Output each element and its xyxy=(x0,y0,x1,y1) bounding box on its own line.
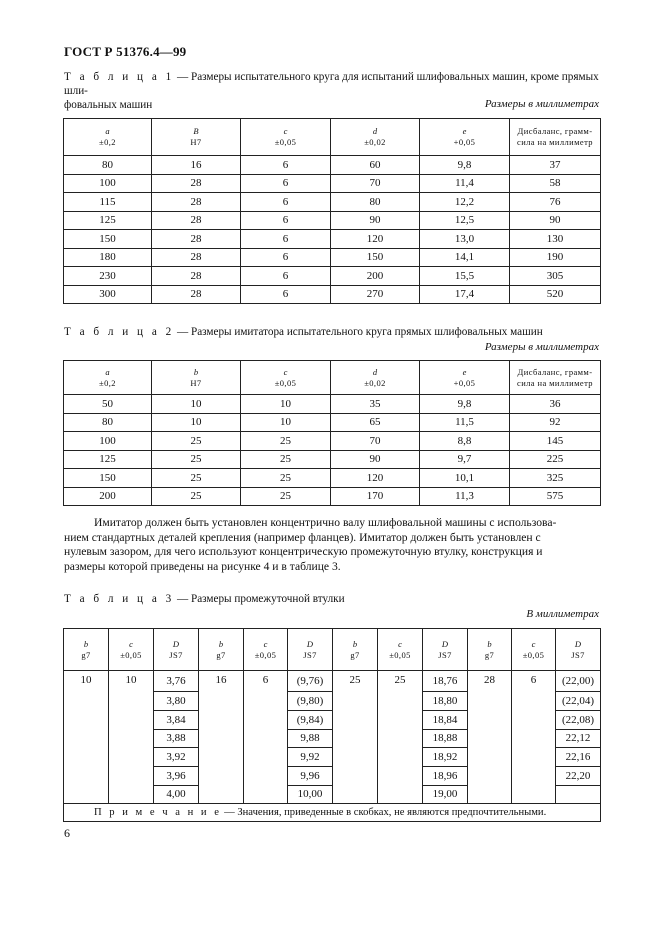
table-row xyxy=(64,450,601,469)
table-cell: 9,96 xyxy=(288,766,333,785)
table-cell: 70 xyxy=(331,174,420,193)
table-cell: 76 xyxy=(510,193,601,212)
table-cell: 25 xyxy=(241,487,331,506)
table3-body xyxy=(64,671,601,822)
table-row xyxy=(64,285,601,304)
table-cell: 10 xyxy=(152,413,241,432)
table2-label: Т а б л и ц а 2 xyxy=(64,326,175,338)
column-symbol: b xyxy=(83,638,89,649)
table-row xyxy=(64,487,601,506)
column-symbol: b xyxy=(218,638,224,649)
table-cell: 28 xyxy=(152,248,241,267)
paragraph-line: нулевым зазором, для чего используют концентрическую промежуточную втулку, конструкция и xyxy=(64,545,543,559)
table-cell: (9,76) xyxy=(288,671,333,692)
table-cell: 325 xyxy=(510,469,601,488)
table-note xyxy=(64,804,601,822)
column-symbol: c xyxy=(398,638,402,649)
column-symbol: D xyxy=(172,638,180,649)
table-cell: 15,5 xyxy=(420,267,510,286)
table-cell: 14,1 xyxy=(420,248,510,267)
table-cell: 11,3 xyxy=(420,487,510,506)
table1 xyxy=(63,118,601,304)
table-row xyxy=(64,248,601,267)
table-cell: 28 xyxy=(152,174,241,193)
table-cell xyxy=(468,710,512,729)
table-cell: 70 xyxy=(331,432,420,451)
table3-header-row xyxy=(64,629,601,671)
table-row xyxy=(64,395,601,414)
table-cell: 6 xyxy=(244,671,288,692)
table-cell xyxy=(512,692,556,711)
table-cell xyxy=(512,748,556,767)
table-cell: 6 xyxy=(241,174,331,193)
column-symbol: c xyxy=(531,638,536,649)
column-symbol: D xyxy=(441,638,449,649)
column-symbol: e xyxy=(462,126,467,136)
table-cell: 22,12 xyxy=(556,729,601,748)
note-text: — Значения, приведенные в скобках, не являются предпочтительными. xyxy=(221,807,547,819)
column-tolerance: H7 xyxy=(190,137,202,147)
column-header xyxy=(510,361,601,395)
note-label: П р и м е ч а н и е xyxy=(94,807,222,819)
column-symbol: d xyxy=(372,126,378,136)
table-cell: 3,96 xyxy=(154,766,199,785)
table-cell xyxy=(512,766,556,785)
table-cell xyxy=(468,729,512,748)
table-cell: 58 xyxy=(510,174,601,193)
table1-label: Т а б л и ц а 1 xyxy=(64,71,175,83)
table-cell: 115 xyxy=(64,193,152,212)
table-cell xyxy=(109,710,154,729)
column-symbol: b xyxy=(193,366,199,377)
table-cell xyxy=(64,692,109,711)
column-header xyxy=(423,629,468,671)
table-cell xyxy=(468,748,512,767)
table-cell: 520 xyxy=(510,285,601,304)
table-cell: 18,92 xyxy=(423,748,468,767)
table-cell: 6 xyxy=(241,193,331,212)
column-symbol: c xyxy=(263,638,268,649)
table-cell: 65 xyxy=(331,413,420,432)
column-tolerance: Дисбаланс, грамм- сила на миллиметр xyxy=(517,366,593,388)
column-tolerance: g7 xyxy=(81,649,91,660)
column-symbol: D xyxy=(306,638,314,649)
table-cell xyxy=(109,766,154,785)
table-cell: 18,80 xyxy=(423,692,468,711)
column-header xyxy=(556,629,601,671)
table-cell: 180 xyxy=(64,248,152,267)
table-cell: 6 xyxy=(241,211,331,230)
table-cell xyxy=(64,748,109,767)
table-cell: 200 xyxy=(64,487,152,506)
column-header xyxy=(512,629,556,671)
table-row xyxy=(64,469,601,488)
table-row xyxy=(64,748,601,767)
table-cell: 6 xyxy=(241,267,331,286)
table-cell: 230 xyxy=(64,267,152,286)
table-cell: 120 xyxy=(331,230,420,249)
table-cell: 6 xyxy=(241,285,331,304)
column-symbol: c xyxy=(129,638,133,649)
table-cell: 150 xyxy=(64,469,152,488)
table-cell xyxy=(378,692,423,711)
column-header xyxy=(152,119,241,156)
table-cell: 28 xyxy=(152,211,241,230)
table-row xyxy=(64,766,601,785)
table-cell xyxy=(378,710,423,729)
table-cell xyxy=(199,748,244,767)
table-cell: 575 xyxy=(510,487,601,506)
table-cell: 6 xyxy=(512,671,556,692)
paragraph-line: размеры которой приведены на рисунке 4 и в таблице 3. xyxy=(64,559,341,573)
column-header xyxy=(510,119,601,156)
table-row xyxy=(64,785,601,804)
table-cell: 3,92 xyxy=(154,748,199,767)
table-cell xyxy=(244,710,288,729)
table-cell: 120 xyxy=(331,469,420,488)
table-cell: 12,5 xyxy=(420,211,510,230)
table-cell: 225 xyxy=(510,450,601,469)
table-cell xyxy=(199,766,244,785)
table-cell: 10,00 xyxy=(288,785,333,804)
table3-label: Т а б л и ц а 3 xyxy=(64,593,175,605)
table-cell: 300 xyxy=(64,285,152,304)
table-cell: (22,00) xyxy=(556,671,601,692)
table-cell: (9,84) xyxy=(288,710,333,729)
column-symbol: a xyxy=(105,366,110,377)
column-tolerance: JS7 xyxy=(303,649,317,660)
table-cell: 17,4 xyxy=(420,285,510,304)
table-cell: 8,8 xyxy=(420,432,510,451)
column-tolerance: ±0,05 xyxy=(254,649,277,660)
table-cell: (22,04) xyxy=(556,692,601,711)
table-row xyxy=(64,432,601,451)
column-tolerance: ±0,02 xyxy=(364,137,386,147)
table-cell: 92 xyxy=(510,413,601,432)
table-cell: 25 xyxy=(152,487,241,506)
table-cell: 3,80 xyxy=(154,692,199,711)
table-cell: 50 xyxy=(64,395,152,414)
table-cell xyxy=(109,785,154,804)
table2-units: Размеры в миллиметрах xyxy=(484,341,599,353)
table-cell: 25 xyxy=(152,450,241,469)
table-row xyxy=(64,671,601,692)
table2-caption xyxy=(64,325,543,339)
table-cell: 10 xyxy=(241,395,331,414)
table-cell: 80 xyxy=(331,193,420,212)
table-cell: 11,5 xyxy=(420,413,510,432)
table-cell xyxy=(468,785,512,804)
column-tolerance: JS7 xyxy=(571,649,585,660)
page-number: 6 xyxy=(64,826,70,840)
column-tolerance: +0,05 xyxy=(453,137,476,147)
column-header xyxy=(199,629,244,671)
table-cell: 200 xyxy=(331,267,420,286)
table-cell: 270 xyxy=(331,285,420,304)
column-header xyxy=(420,361,510,395)
column-header xyxy=(64,361,152,395)
table-row xyxy=(64,267,601,286)
column-tolerance: ±0,05 xyxy=(274,137,297,147)
column-header xyxy=(241,361,331,395)
table-cell: 22,20 xyxy=(556,766,601,785)
table-cell xyxy=(378,729,423,748)
table-cell: 22,16 xyxy=(556,748,601,767)
column-header xyxy=(468,629,512,671)
table-note-row xyxy=(64,804,601,822)
table-cell: 18,96 xyxy=(423,766,468,785)
table-cell: 28 xyxy=(152,285,241,304)
table-row xyxy=(64,692,601,711)
column-tolerance: g7 xyxy=(484,649,495,660)
column-symbol: a xyxy=(105,126,110,136)
column-header xyxy=(152,361,241,395)
table-cell: 9,7 xyxy=(420,450,510,469)
table-cell xyxy=(199,729,244,748)
document-header: ГОСТ Р 51376.4—99 xyxy=(64,44,187,59)
table-cell xyxy=(244,692,288,711)
column-header xyxy=(331,361,420,395)
table-cell: 35 xyxy=(331,395,420,414)
column-tolerance: ±0,02 xyxy=(364,377,386,388)
column-header xyxy=(288,629,333,671)
table-cell: 25 xyxy=(152,469,241,488)
table-cell xyxy=(244,785,288,804)
table1-header-row xyxy=(64,119,601,156)
table-cell: 10 xyxy=(152,395,241,414)
table-cell xyxy=(109,692,154,711)
table-cell: 19,00 xyxy=(423,785,468,804)
table-row xyxy=(64,710,601,729)
paragraph-line: нием стандартных деталей крепления (например фланцев). Имитатор должен быть установлен с xyxy=(64,530,541,544)
table-cell: 100 xyxy=(64,174,152,193)
table-cell xyxy=(333,692,378,711)
column-tolerance: ±0,05 xyxy=(274,377,297,388)
column-symbol: b xyxy=(352,638,358,649)
table-cell: 4,00 xyxy=(154,785,199,804)
column-header xyxy=(244,629,288,671)
table-cell xyxy=(64,710,109,729)
table-cell: 80 xyxy=(64,413,152,432)
table-cell: 305 xyxy=(510,267,601,286)
table-cell xyxy=(199,692,244,711)
table2-title: — Размеры имитатора испытательного круга прямых шлифовальных машин xyxy=(174,326,543,338)
table-cell: 25 xyxy=(241,450,331,469)
table-cell xyxy=(512,729,556,748)
column-symbol: c xyxy=(283,126,288,136)
table-cell: 10 xyxy=(241,413,331,432)
table-cell: 10 xyxy=(64,671,109,692)
table3-units: В миллиметрах xyxy=(526,608,599,620)
table-cell: 25 xyxy=(241,469,331,488)
column-tolerance: ±0,2 xyxy=(99,137,116,147)
table-cell: 37 xyxy=(510,156,601,175)
table-cell: 25 xyxy=(378,671,423,692)
table-cell: 25 xyxy=(241,432,331,451)
table-cell: 3,84 xyxy=(154,710,199,729)
column-header xyxy=(64,119,152,156)
column-symbol: b xyxy=(487,638,492,649)
column-symbol: B xyxy=(193,126,199,136)
column-tolerance: ±0,05 xyxy=(389,649,411,660)
table-cell xyxy=(109,748,154,767)
table-cell xyxy=(333,785,378,804)
column-tolerance: Дисбаланс, грамм- сила на миллиметр xyxy=(517,126,593,147)
table-row xyxy=(64,729,601,748)
table-row xyxy=(64,211,601,230)
column-tolerance: ±0,2 xyxy=(99,377,116,388)
table1-title: — Размеры испытательного круга для испытаний шлифовальных машин, кроме прямых шли- xyxy=(64,71,599,97)
table-cell: 90 xyxy=(331,211,420,230)
column-tolerance: JS7 xyxy=(169,649,183,660)
column-header xyxy=(333,629,378,671)
column-header xyxy=(64,629,109,671)
table-row xyxy=(64,413,601,432)
table-cell: 25 xyxy=(152,432,241,451)
table-cell: 28 xyxy=(152,230,241,249)
table-cell: 28 xyxy=(468,671,512,692)
table-cell: 18,88 xyxy=(423,729,468,748)
column-tolerance: +0,05 xyxy=(453,377,476,388)
table-cell: 12,2 xyxy=(420,193,510,212)
column-header xyxy=(331,119,420,156)
table2-body xyxy=(64,395,601,506)
table-cell xyxy=(333,729,378,748)
table-cell: 90 xyxy=(510,211,601,230)
table-cell: 16 xyxy=(199,671,244,692)
column-tolerance: JS7 xyxy=(438,649,452,660)
table-cell: 9,88 xyxy=(288,729,333,748)
column-symbol: D xyxy=(574,638,582,649)
table-cell xyxy=(244,766,288,785)
table-cell: 150 xyxy=(331,248,420,267)
column-tolerance: ±0,05 xyxy=(120,649,142,660)
column-tolerance: g7 xyxy=(350,649,360,660)
table2-header-row xyxy=(64,361,601,395)
table-cell: 190 xyxy=(510,248,601,267)
table-cell xyxy=(244,748,288,767)
table-cell: 150 xyxy=(64,230,152,249)
column-header xyxy=(378,629,423,671)
table-cell: 16 xyxy=(152,156,241,175)
column-symbol: c xyxy=(283,366,288,377)
table-cell xyxy=(512,785,556,804)
table-cell xyxy=(64,785,109,804)
table-cell: 6 xyxy=(241,248,331,267)
table-cell xyxy=(378,785,423,804)
table-row xyxy=(64,156,601,175)
table-cell: 90 xyxy=(331,450,420,469)
table-cell: 28 xyxy=(152,193,241,212)
table-cell: 145 xyxy=(510,432,601,451)
table-cell xyxy=(199,710,244,729)
table-cell: 36 xyxy=(510,395,601,414)
table-cell xyxy=(468,692,512,711)
table-cell xyxy=(109,729,154,748)
table-cell: 13,0 xyxy=(420,230,510,249)
table-cell: 60 xyxy=(331,156,420,175)
table2 xyxy=(63,360,601,506)
table-cell: 80 xyxy=(64,156,152,175)
column-tolerance: ±0,05 xyxy=(522,649,545,660)
table-cell xyxy=(333,766,378,785)
table-cell xyxy=(468,766,512,785)
table-cell: (22,08) xyxy=(556,710,601,729)
table3-caption xyxy=(64,592,345,606)
table3-title: — Размеры промежуточной втулки xyxy=(174,593,345,605)
table1-title-line2: фовальных машин xyxy=(64,99,153,111)
column-tolerance: H7 xyxy=(190,377,202,388)
paragraph-line: Имитатор должен быть установлен концентрично валу шлифовальной машины с использова- xyxy=(94,516,557,529)
column-header xyxy=(109,629,154,671)
column-header xyxy=(420,119,510,156)
table-cell: 18,84 xyxy=(423,710,468,729)
table-cell xyxy=(556,785,601,804)
table-cell: (9,80) xyxy=(288,692,333,711)
table-cell xyxy=(64,729,109,748)
table-cell: 130 xyxy=(510,230,601,249)
table-cell: 9,8 xyxy=(420,156,510,175)
table-cell: 100 xyxy=(64,432,152,451)
table-cell: 125 xyxy=(64,211,152,230)
table-cell xyxy=(244,729,288,748)
table-cell xyxy=(333,748,378,767)
table1-units: Размеры в миллиметрах xyxy=(484,98,599,110)
table-cell: 125 xyxy=(64,450,152,469)
table-row xyxy=(64,230,601,249)
table-cell xyxy=(378,766,423,785)
column-header xyxy=(241,119,331,156)
body-paragraph xyxy=(64,516,600,574)
table-cell: 25 xyxy=(333,671,378,692)
table1-body xyxy=(64,156,601,304)
table-cell xyxy=(199,785,244,804)
table-cell xyxy=(333,710,378,729)
table-row xyxy=(64,174,601,193)
column-tolerance: g7 xyxy=(216,649,226,660)
table-cell: 10 xyxy=(109,671,154,692)
column-header xyxy=(154,629,199,671)
table-cell: 6 xyxy=(241,230,331,249)
table-cell: 3,88 xyxy=(154,729,199,748)
table-cell: 3,76 xyxy=(154,671,199,692)
table-cell: 9,92 xyxy=(288,748,333,767)
table-cell: 6 xyxy=(241,156,331,175)
table-cell xyxy=(378,748,423,767)
table-cell xyxy=(64,766,109,785)
table3 xyxy=(63,628,601,822)
table-cell: 11,4 xyxy=(420,174,510,193)
table-cell: 18,76 xyxy=(423,671,468,692)
table-cell: 170 xyxy=(331,487,420,506)
table-row xyxy=(64,193,601,212)
table-cell xyxy=(512,710,556,729)
table-cell: 10,1 xyxy=(420,469,510,488)
table-cell: 9,8 xyxy=(420,395,510,414)
column-symbol: e xyxy=(462,366,467,377)
column-symbol: d xyxy=(372,366,378,377)
table-cell: 28 xyxy=(152,267,241,286)
